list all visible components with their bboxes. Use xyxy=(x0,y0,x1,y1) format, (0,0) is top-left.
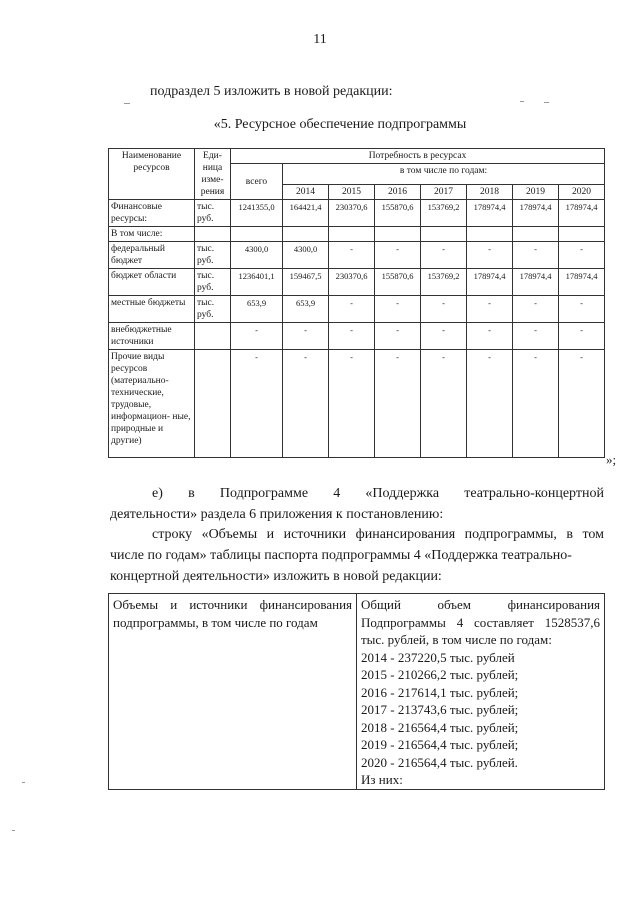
paragraph-stroka-word: и xyxy=(266,527,275,542)
row-value: 653,9 xyxy=(283,296,329,323)
section-title: «5. Ресурсное обеспечение подпрограммы xyxy=(213,117,467,132)
paragraph-stroka-word: том xyxy=(582,527,604,542)
row-value: - xyxy=(375,296,421,323)
financing-value-word: объем xyxy=(437,597,472,612)
row-value: - xyxy=(467,242,513,269)
financing-year-line: 2018 - 216564,4 тыс. рублей; xyxy=(361,719,519,735)
row-value: 178974,4 xyxy=(559,200,605,227)
row-unit: тыс. руб. xyxy=(195,296,231,323)
header-unit: Еди- ница изме- рения xyxy=(195,149,231,200)
row-value: - xyxy=(513,242,559,269)
row-value: - xyxy=(329,323,375,350)
financing-value-line: Из них: xyxy=(361,772,403,787)
row-value xyxy=(283,227,329,242)
row-name: Финансовые ресурсы: xyxy=(109,200,195,227)
header-need: Потребность в ресурсах xyxy=(231,149,605,164)
row-value: - xyxy=(283,323,329,350)
row-value: - xyxy=(467,296,513,323)
header-total: всего xyxy=(231,164,283,200)
table-row xyxy=(109,200,605,227)
row-value: 164421,4 xyxy=(283,200,329,227)
row-value xyxy=(559,227,605,242)
page-number: 11 xyxy=(313,32,327,47)
row-value: - xyxy=(329,296,375,323)
row-name: бюджет области xyxy=(109,269,195,296)
table-row xyxy=(109,296,605,323)
header-year-2015: 2015 xyxy=(329,185,375,200)
financing-value-word: 4 xyxy=(456,614,464,630)
paragraph-stroka-word: «Объемы xyxy=(201,527,258,542)
paragraph-e-word: е) xyxy=(152,486,163,501)
paragraph-e xyxy=(110,483,604,525)
financing-year-line: 2019 - 216564,4 тыс. рублей; xyxy=(361,737,519,752)
financing-label-word: источники xyxy=(189,597,248,612)
financing-label-word: финансирования xyxy=(259,597,352,612)
closing-mark: »; xyxy=(606,452,617,467)
row-value: - xyxy=(329,242,375,269)
row-value: 1241355,0 xyxy=(231,200,283,227)
row-value: 178974,4 xyxy=(467,269,513,296)
financing-label-line1 xyxy=(113,596,352,614)
paragraph-stroka-word: подпрограммы, xyxy=(464,527,557,542)
financing-label-word: Объемы xyxy=(113,597,159,612)
row-value xyxy=(231,227,283,242)
financing-year-line: 2014 - 237220,5 тыс. рублей xyxy=(361,649,515,665)
row-unit: тыс. руб. xyxy=(195,200,231,227)
row-value: - xyxy=(329,350,375,458)
scan-speck xyxy=(520,101,524,102)
scan-speck xyxy=(12,830,15,831)
header-year-2020: 2020 xyxy=(559,185,605,200)
header-by-years: в том числе по годам: xyxy=(283,164,605,185)
row-value: - xyxy=(559,323,605,350)
financing-value-line1 xyxy=(361,596,600,614)
row-value: - xyxy=(513,323,559,350)
table-row xyxy=(109,242,605,269)
row-unit xyxy=(195,350,231,458)
row-value: - xyxy=(231,350,283,458)
header-name: Наименование ресурсов xyxy=(109,149,195,200)
row-unit xyxy=(195,323,231,350)
header-year-2014: 2014 xyxy=(283,185,329,200)
paragraph-e-line1 xyxy=(110,483,604,504)
row-name: В том числе: xyxy=(109,227,195,242)
paragraph-e-word: в xyxy=(188,486,195,501)
row-value: - xyxy=(467,350,513,458)
header-year-2017: 2017 xyxy=(421,185,467,200)
financing-table xyxy=(108,593,605,790)
financing-value-word: Подпрограммы xyxy=(361,614,446,630)
financing-label-word: и xyxy=(170,597,178,612)
row-value: - xyxy=(375,350,421,458)
row-value: 153769,2 xyxy=(421,200,467,227)
row-value: 4300,0 xyxy=(283,242,329,269)
row-value xyxy=(329,227,375,242)
row-value: - xyxy=(421,242,467,269)
paragraph-stroka-word: финансирования xyxy=(355,527,456,542)
paragraph-e-word: Подпрограмме xyxy=(219,486,309,501)
paragraph-e-line2: деятельности» раздела 6 приложения к постановлению: xyxy=(110,507,444,522)
row-value: 178974,4 xyxy=(513,200,559,227)
intro-text: подраздел 5 изложить в новой редакции: xyxy=(150,84,393,99)
paragraph-stroka-word: строку xyxy=(152,527,193,542)
row-value: 178974,4 xyxy=(513,269,559,296)
row-value: - xyxy=(421,350,467,458)
header-year-2018: 2018 xyxy=(467,185,513,200)
financing-value-cell xyxy=(357,594,605,790)
row-value: 230370,6 xyxy=(329,269,375,296)
row-value xyxy=(513,227,559,242)
table-row xyxy=(109,269,605,296)
resource-table xyxy=(108,148,605,458)
row-value: - xyxy=(421,296,467,323)
row-value: - xyxy=(559,350,605,458)
header-year-2016: 2016 xyxy=(375,185,421,200)
row-value: - xyxy=(375,323,421,350)
paragraph-stroka-line1 xyxy=(110,524,604,545)
row-value: - xyxy=(467,323,513,350)
table-row xyxy=(109,350,605,458)
table-row xyxy=(109,323,605,350)
financing-value-line: тыс. рублей, в том числе по годам: xyxy=(361,632,552,647)
row-value: 178974,4 xyxy=(559,269,605,296)
row-unit: тыс. руб. xyxy=(195,269,231,296)
row-value: 155870,6 xyxy=(375,200,421,227)
row-value: - xyxy=(231,323,283,350)
paragraph-e-word: театрально-концертной xyxy=(464,486,604,501)
row-value: - xyxy=(375,242,421,269)
row-name: внебюджетные источники xyxy=(109,323,195,350)
financing-year-line: 2016 - 217614,1 тыс. рублей; xyxy=(361,684,519,700)
row-value xyxy=(421,227,467,242)
table-row xyxy=(109,227,605,242)
paragraph-stroka xyxy=(110,524,604,587)
row-value: 230370,6 xyxy=(329,200,375,227)
row-value: - xyxy=(513,350,559,458)
row-value xyxy=(375,227,421,242)
row-value: 159467,5 xyxy=(283,269,329,296)
scan-speck xyxy=(22,782,25,783)
row-unit xyxy=(195,227,231,242)
paragraph-e-word: 4 xyxy=(333,486,341,501)
row-value xyxy=(467,227,513,242)
paragraph-stroka-word: источники xyxy=(283,527,347,542)
row-value: - xyxy=(559,296,605,323)
financing-value-line2 xyxy=(361,614,600,632)
financing-value-word: 1528537,6 xyxy=(544,614,600,630)
row-value: - xyxy=(421,323,467,350)
row-name: Прочие виды ресурсов (материально-технические, трудовые, информацион- ные, природные и другие) xyxy=(109,350,195,458)
paragraph-stroka-line2: числе по годам» таблицы паспорта подпрограммы 4 «Поддержка театрально- xyxy=(110,548,572,563)
financing-label-line2: подпрограммы, в том числе по годам xyxy=(113,614,318,630)
row-value: - xyxy=(283,350,329,458)
paragraph-stroka-word: в xyxy=(566,527,573,542)
financing-year-line: 2020 - 216564,4 тыс. рублей. xyxy=(361,754,518,770)
row-unit: тыс. руб. xyxy=(195,242,231,269)
row-value: - xyxy=(559,242,605,269)
paragraph-e-word: «Поддержка xyxy=(365,486,440,501)
row-value: 153769,2 xyxy=(421,269,467,296)
financing-value-word: составляет xyxy=(474,614,534,630)
row-value: 178974,4 xyxy=(467,200,513,227)
header-year-2019: 2019 xyxy=(513,185,559,200)
financing-label-cell xyxy=(109,594,357,790)
scan-speck xyxy=(544,102,549,103)
row-name: местные бюджеты xyxy=(109,296,195,323)
scan-speck xyxy=(124,103,130,104)
row-value: 653,9 xyxy=(231,296,283,323)
resource-table-body xyxy=(109,200,605,458)
financing-value-word: финансирования xyxy=(507,597,600,612)
row-value: 4300,0 xyxy=(231,242,283,269)
paragraph-stroka-line3: концертной деятельности» изложить в новой редакции: xyxy=(110,569,442,584)
row-value: 1236401,1 xyxy=(231,269,283,296)
row-value: 155870,6 xyxy=(375,269,421,296)
financing-year-line: 2017 - 213743,6 тыс. рублей; xyxy=(361,702,519,717)
row-value: - xyxy=(513,296,559,323)
financing-year-line: 2015 - 210266,2 тыс. рублей; xyxy=(361,667,519,682)
row-name: федеральный бюджет xyxy=(109,242,195,269)
financing-value-word: Общий xyxy=(361,597,401,612)
